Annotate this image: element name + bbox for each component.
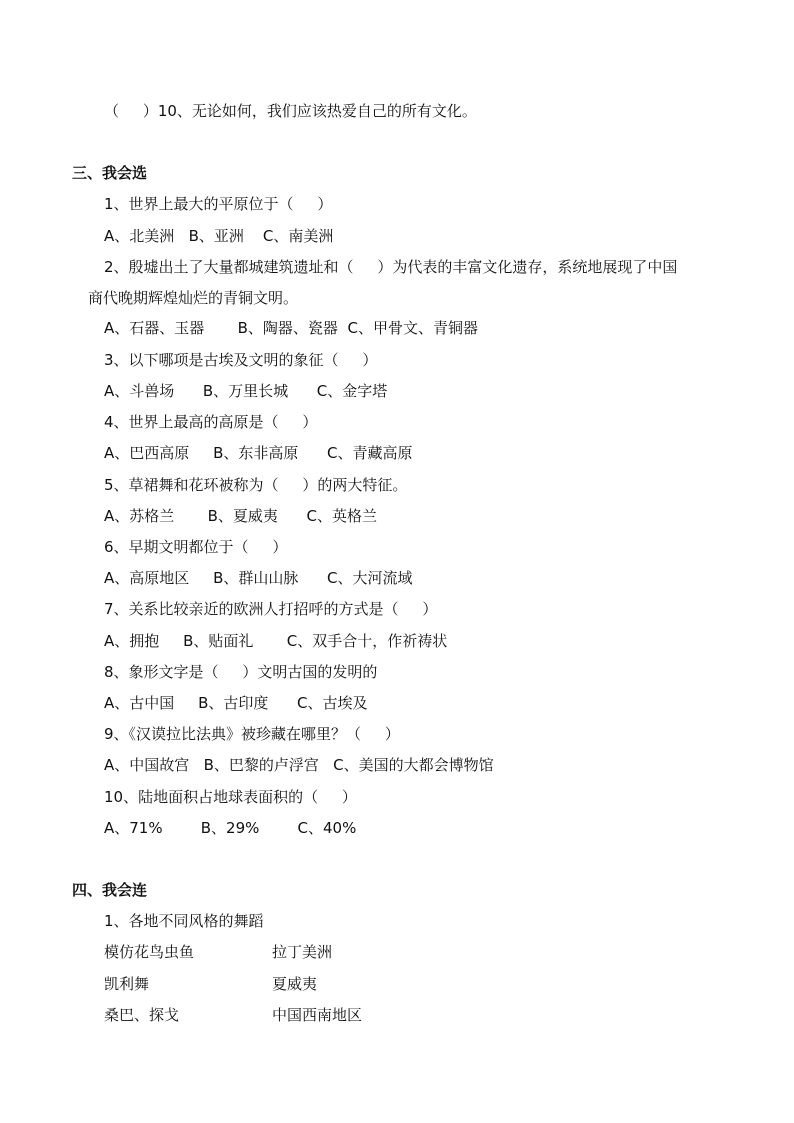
section-4-heading: 四、我会连 bbox=[72, 881, 148, 899]
question-1-options: A、北美洲 B、亚洲 C、南美洲 bbox=[104, 227, 334, 245]
section-4-subtitle: 1、各地不同风格的舞蹈 bbox=[104, 912, 264, 930]
match-left-item: 凯利舞 bbox=[104, 975, 150, 993]
question-4-options: A、巴西高原 B、东非高原 C、青藏高原 bbox=[104, 444, 413, 462]
question-10-options: A、71% B、29% C、40% bbox=[104, 819, 357, 837]
question-4: 4、世界上最高的高原是（ ） bbox=[104, 413, 318, 431]
question-3: 3、以下哪项是古埃及文明的象征（ ） bbox=[104, 351, 378, 369]
question-2-continued: 商代晚期辉煌灿烂的青铜文明。 bbox=[88, 289, 299, 307]
question-8: 8、象形文字是（ ）文明古国的发明的 bbox=[104, 663, 378, 681]
match-left-item: 桑巴、探戈 bbox=[104, 1006, 180, 1024]
match-right-item: 拉丁美洲 bbox=[272, 943, 333, 961]
question-2: 2、殷墟出土了大量都城建筑遗址和（ ）为代表的丰富文化遗存，系统地展现了中国 bbox=[104, 258, 678, 276]
judge-item-10: （ ）10、无论如何，我们应该热爱自己的所有文化。 bbox=[104, 102, 477, 120]
question-1: 1、世界上最大的平原位于（ ） bbox=[104, 195, 333, 213]
question-7: 7、关系比较亲近的欧洲人打招呼的方式是（ ） bbox=[104, 600, 438, 618]
question-6: 6、早期文明都位于（ ） bbox=[104, 538, 288, 556]
question-6-options: A、高原地区 B、群山山脉 C、大河流域 bbox=[104, 569, 413, 587]
section-3-heading: 三、我会选 bbox=[72, 164, 148, 182]
question-9-options: A、中国故宫 B、巴黎的卢浮宫 C、美国的大都会博物馆 bbox=[104, 756, 494, 774]
match-right-item: 夏威夷 bbox=[272, 975, 318, 993]
question-5-options: A、苏格兰 B、夏威夷 C、英格兰 bbox=[104, 507, 378, 525]
question-10: 10、陆地面积占地球表面积的（ ） bbox=[104, 788, 357, 806]
question-5: 5、草裙舞和花环被称为（ ）的两大特征。 bbox=[104, 476, 408, 494]
match-right-item: 中国西南地区 bbox=[272, 1006, 363, 1024]
question-2-options: A、石器、玉器 B、陶器、瓷器 C、甲骨文、青铜器 bbox=[104, 319, 478, 337]
question-3-options: A、斗兽场 B、万里长城 C、金字塔 bbox=[104, 382, 388, 400]
match-left-item: 模仿花鸟虫鱼 bbox=[104, 943, 195, 961]
question-9: 9、《汉谟拉比法典》被珍藏在哪里？（ ） bbox=[104, 725, 400, 743]
question-8-options: A、古中国 B、古印度 C、古埃及 bbox=[104, 694, 368, 712]
question-7-options: A、拥抱 B、贴面礼 C、双手合十，作祈祷状 bbox=[104, 632, 448, 650]
